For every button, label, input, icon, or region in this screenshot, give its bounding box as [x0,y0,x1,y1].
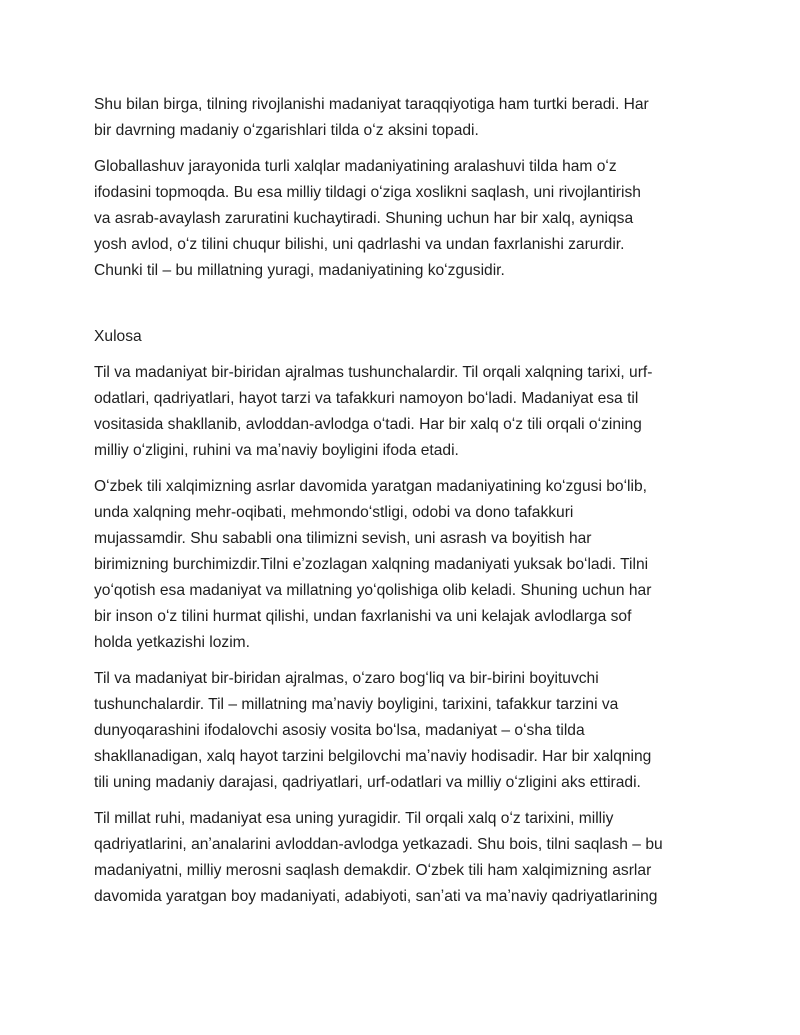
text-line: unda xalqning mehr-oqibati, mehmondoʻstligi, odobi va dono tafakkuri [94,504,574,521]
text-line: bir davrning madaniy oʻzgarishlari tilda oʻz aksini topadi. [94,122,479,139]
text-line: yoʻqotish esa madaniyat va millatning yoʻqolishiga olib keladi. Shuning uchun har [94,582,652,599]
text-line: holda yetkazishi lozim. [94,634,251,651]
paragraph-3 [94,360,712,464]
text-line: bir inson oʻz tilini hurmat qilishi, undan faxrlanishi va uni kelajak avlodlarga sof [94,608,632,625]
text-line: milliy oʻzligini, ruhini va maʼnaviy boyligini ifoda etadi. [94,442,459,459]
section-heading: Xulosa [94,328,142,345]
text-line: Til va madaniyat bir-biridan ajralmas tushunchalardir. Til orqali xalqning tarixi, urf- [94,364,653,381]
text-line: yosh avlod, oʻz tilini chuqur bilishi, uni qadrlashi va undan faxrlanishi zarurdir. [94,236,625,253]
text-line: madaniyatni, milliy merosni saqlash demakdir. Oʻzbek tili ham xalqimizning asrlar [94,862,652,879]
text-line: davomida yaratgan boy madaniyati, adabiyoti, sanʼati va maʼnaviy qadriyatlarining [94,888,658,905]
paragraph-5 [94,666,712,796]
text-line: qadriyatlarini, anʼanalarini avloddan-avlodga yetkazadi. Shu bois, tilni saqlash – bu [94,836,663,853]
text-line: Oʻzbek tili xalqimizning asrlar davomida yaratgan madaniyatining koʻzgusi boʻlib, [94,478,647,495]
paragraph-6 [94,806,712,910]
text-line: tili uning madaniy darajasi, qadriyatlari, urf-odatlari va milliy oʻzligini aks ettiradi. [94,774,641,791]
paragraph-1 [94,92,712,144]
text-line: va asrab-avaylash zaruratini kuchaytiradi. Shuning uchun har bir xalq, ayniqsa [94,210,634,227]
text-line: birimizning burchimizdir.Tilni eʼzozlagan xalqning madaniyati yuksak boʻladi. Tilni [94,556,649,573]
text-line: mujassamdir. Shu sababli ona tilimizni sevish, uni asrash va boyitish har [94,530,592,547]
text-line: tushunchalardir. Til – millatning maʼnaviy boyligini, tarixini, tafakkur tarzini va [94,696,619,713]
blank-line [94,294,712,324]
text-line: vositasida shakllanib, avloddan-avlodga oʻtadi. Har bir xalq oʻz tili orqali oʻzining [94,416,642,433]
paragraph-2 [94,154,712,284]
paragraph-4 [94,474,712,656]
text-line: Til millat ruhi, madaniyat esa uning yuragidir. Til orqali xalq oʻz tarixini, milliy [94,810,614,827]
text-line: Shu bilan birga, tilning rivojlanishi madaniyat taraqqiyotiga ham turtki beradi. Har [94,96,649,113]
text-line: shakllanadigan, xalq hayot tarzini belgilovchi maʼnaviy hodisadir. Har bir xalqning [94,748,652,765]
text-line: odatlari, qadriyatlari, hayot tarzi va tafakkuri namoyon boʻladi. Madaniyat esa til [94,390,639,407]
text-line: dunyoqarashini ifodalovchi asosiy vosita boʻlsa, madaniyat – oʻsha tilda [94,722,585,739]
text-line: Chunki til – bu millatning yuragi, madaniyatining koʻzgusidir. [94,262,505,279]
text-line: Globallashuv jarayonida turli xalqlar madaniyatining aralashuvi tilda ham oʻz [94,158,617,175]
document-body [94,92,712,920]
text-line: Til va madaniyat bir-biridan ajralmas, oʻzaro bogʻliq va bir-birini boyituvchi [94,670,599,687]
text-line: ifodasini topmoqda. Bu esa milliy tildagi oʻziga xoslikni saqlash, uni rivojlantirish [94,184,641,201]
